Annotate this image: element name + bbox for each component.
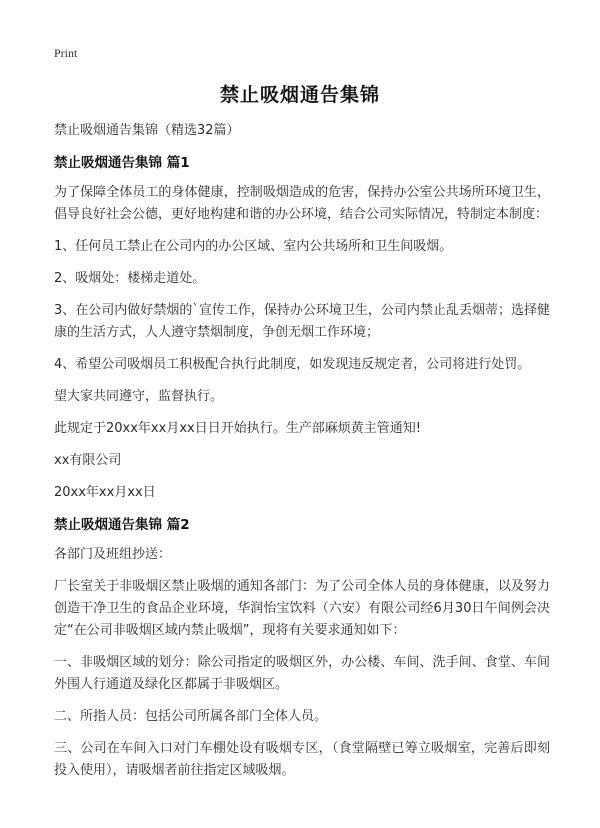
section1-company: xx有限公司 bbox=[54, 453, 122, 468]
section1-item-1: 1、任何员工禁止在公司内的办公区域、室内公共场所和卫生间吸烟。 bbox=[54, 239, 453, 254]
section1-effective: 此规定于20xx年xx月xx日日开始执行。生产部麻烦黄主管通知! bbox=[54, 421, 421, 436]
print-label[interactable]: Print bbox=[54, 46, 78, 60]
section1-item-4: 4、希望公司吸烟员工积极配合执行此制度，如发现违反规定者，公司将进行处罚。 bbox=[54, 357, 531, 372]
section2-recipients: 各部门及班组抄送： bbox=[54, 547, 172, 562]
document-body bbox=[54, 120, 550, 792]
page-title: 禁止吸烟通告集锦 bbox=[219, 84, 380, 106]
section1-item-3: 3、在公司内做好禁烟的`宣传工作，保持办公环境卫生，公司内禁止乱丢烟蒂；选择健康的生活方式，人人遵守禁烟制度，争创无烟工作环境； bbox=[54, 303, 550, 340]
section2-item-2: 二、所指人员：包括公司所属各部门全体人员。 bbox=[54, 709, 328, 724]
section-heading-1: 禁止吸烟通告集锦 篇1 bbox=[54, 155, 190, 171]
section1-intro: 为了保障全体员工的身体健康，控制吸烟造成的危害，保持办公室公共场所环境卫生，倡导良好社会公德，更好地构建和谐的办公环境，结合公司实际情况，特制定本制度： bbox=[54, 185, 550, 222]
document-subtitle: 禁止吸烟通告集锦（精选32篇） bbox=[54, 123, 240, 138]
section2-item-3: 三、公司在车间入口对门车棚处设有吸烟专区，（食堂隔壁已筹立吸烟室，完善后即刻投入使用），请吸烟者前往指定区域吸烟。 bbox=[54, 741, 550, 778]
section1-item-2: 2、吸烟处：楼梯走道处。 bbox=[54, 271, 206, 286]
section-heading-2: 禁止吸烟通告集锦 篇2 bbox=[54, 517, 190, 533]
section1-date: 20xx年xx月xx日 bbox=[54, 485, 156, 500]
section2-item-1: 一、非吸烟区域的划分：除公司指定的吸烟区外，办公楼、车间、洗手间、食堂、车间外围人行通道及绿化区都属于非吸烟区。 bbox=[54, 655, 550, 692]
section1-closing: 望大家共同遵守，监督执行。 bbox=[54, 389, 224, 404]
section2-intro: 厂长室关于非吸烟区禁止吸烟的通知各部门：为了公司全体人员的身体健康，以及努力创造干净卫生的食品企业环境，华润怡宝饮料（六安）有限公司经6月30日午间例会决定“在公司非吸烟区域内禁止吸烟”，现将有关要求通知如下： bbox=[54, 579, 550, 638]
